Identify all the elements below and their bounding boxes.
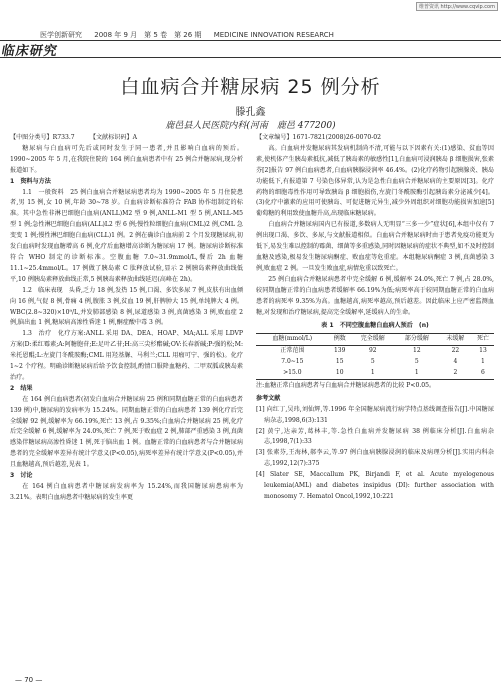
table-cell: 2 <box>439 368 472 379</box>
section-rule <box>0 57 501 58</box>
header-rule <box>0 40 501 41</box>
journal-name-en: MEDICINE INNOVATION RESEARCH <box>213 31 334 39</box>
references-heading: 参考文献 <box>256 394 281 402</box>
table-cell: 1 <box>481 358 485 366</box>
table-cell: 12 <box>413 347 421 355</box>
journal-name: 医学创新研究 <box>40 31 82 39</box>
reference-item: [3] 张素芬,王海林,郝李云,等.97 例白血病胰腺浸润的临床及病理分析[J].实用内科杂志,1992,12(7):375 <box>256 449 494 468</box>
article-title: 白血病合并糖尿病 25 例分析 <box>120 76 381 98</box>
table-header-cell: 死亡 <box>472 334 494 346</box>
table-header-cell: 未缓解 <box>439 334 472 346</box>
section-heading: 1 资料与方法 <box>10 177 51 185</box>
article-author: 滕孔鑫 <box>235 107 266 118</box>
body-paragraph: 高。白血病并发糖尿病其发病机制尚不清,可能与以下因素有关:(1)感染、贫血等因素,使机体产生胰岛素抵抗,减低了胰岛素的敏感性[1],白血病可浸润胰岛 β 细胞损害,张素芬[2]报告 97 例白血病患者,白血病胰腺浸润率 46.4%。(2)化疗药物引起胰腺炎、胰岛功能低下,有报道第 7 号染色体异常,认为是急性白血病合并糖尿病的主要原因[3]。化疗药物的细胞毒性作用可导致胰岛 β 细胞损伤,左旋门冬酰胺酶引起胰岛素分泌减少[4]。(3)化疗中激素的应用可使胰岛、可促进糖元异生,减少外周组织对细胞功能损害加速[5]葡萄糖的利用致使血糖升高,出现临床糖尿病。 <box>256 144 494 218</box>
section-heading: 3 讨论 <box>10 472 33 480</box>
page-number: — 70 — <box>15 676 43 684</box>
watermark: 维普资讯 http://www.cqvip.com <box>416 2 498 11</box>
section-label: 临床研究 <box>0 44 59 59</box>
issue-info: 2008 年 9 月 第 5 卷 第 26 期 <box>94 31 202 39</box>
table-cell: 22 <box>451 347 460 355</box>
table-header-cell: 例数 <box>329 334 351 346</box>
prognosis-table <box>256 333 494 380</box>
section-heading: 2 结果 <box>10 384 33 392</box>
table-cell: 5 <box>370 358 375 366</box>
table-cell: 1 <box>351 368 395 379</box>
table-cell: 6 <box>472 368 494 379</box>
table-note: 注:血糖正常白血病患者与白血病合并糖尿病患者的比较 P<0.05。 <box>256 381 436 389</box>
body-paragraph: 1.1 一般资料 25 例白血病合并糖尿病患者均为 1990~2005 年 5 月住院患者,男 15 例,女 10 例,年龄 30~78 岁。白血病诊断标准符合 FAB 协作组制定的标准。其中急性非淋巴细胞白血病(ANLL)M2 型 9 例,ANLL-M1 型 5 例,ANLL-M5 型 1 例;急性淋巴细胞白血病(ALL)L2 型 6 例;慢性粒细胞白血病(CML)2 例,CML 急变变 1 例;慢性淋巴细胞白血病(CLL)1 例。2 例在确诊白血病前 2 个月发现糖尿病,初发白血病时发现血糖增高 6 例,化疗后血糖增高诊断为糖尿病 17 例。糖尿病诊断标准符合 WHO 制定的诊断标准。空腹血糖 7.0~31.9mmol/L,餐后 2h 血糖 11.1~25.4mmol/L。17 例做了胰岛素 C 肽释放试验,显示 2 例胰岛素释放曲线低平,10 例胰岛素释放曲线正常,5 例胰岛素释放曲线延迟(高峰在 2h)。 <box>10 188 243 283</box>
table-cell: 1 <box>395 368 439 379</box>
table-header-cell: 完全缓解 <box>351 334 395 346</box>
running-header <box>40 30 501 40</box>
body-paragraph: 糖尿病与白血病可先后或同时发生于同一患者,并且影响白血病的预后。1990~2005 年 5 月,在我院住院的 164 例白血病患者中有 25 例合并糖尿病,现分析报道如下。 <box>10 144 243 174</box>
table-header-cell: 部分缓解 <box>395 334 439 346</box>
table-cell: 13 <box>479 347 487 355</box>
table-row <box>256 368 494 379</box>
table-cell: 15 <box>335 358 344 366</box>
table-cell: 139 <box>333 347 346 355</box>
body-paragraph: 1.2 临床表现 头昏,乏力 18 例,发热 15 例,口渴、多饮多尿 7 例,皮肤有出血倾向 16 例,气促 8 例,骨痛 4 例,腹胀 3 例,贫血 19 例,肝脾肿大 15 例,单纯脾大 4 例。WBC(2.8~320)×10⁹/L,并发肺部感染 8 例,尿道感染 3 例,真菌感染 3 例,败血症 2 例,脑出血 1 例,糖尿病高渗性昏迷 1 例,酮症酸中毒 3 例。 <box>10 286 243 327</box>
table-cell: 10 <box>329 368 351 379</box>
table-cell: >15.0 <box>256 368 329 379</box>
body-paragraph: 25 例白血病合并糖尿病患者中完全缓解 6 例,缓解率 24.0%,死亡 7 例,占 28.0%,较同期血糖正常的白血病患者缓解率 66.19%为低;病死率高于较同期血糖正常的白血病患者的病死率 9.35%为高。血糖越高,病死率越高,预后越差。因此临床上应严密监测血糖,对发现和治疗糖尿病,提高完全缓解率,延缓病人的生命。 <box>256 275 494 316</box>
table-header-row <box>256 334 494 346</box>
table-row <box>256 357 494 368</box>
table-cell: 92 <box>368 347 377 355</box>
body-paragraph: 1.3 治疗 化疗方案:ANLL 采用 DA、DEA、HOAP、MA;ALL 采用 LDVP 方案(D:柔红霉素;A:阿糖胞苷;E:足叶乙苷;H:高三尖杉酯碱;OV:长春新碱;P:强的松;M:米托恩醌;L:左旋门冬酰胺酶;CML 用羟基脲、马利兰;CLL 用瘤可宁、强的松)。化疗 1~2 个疗程。明确诊断糖尿病后给予饮食控制,酌情口服降血糖药、二甲双胍或胰岛素治疗。 <box>10 330 243 381</box>
classification-line: 【文章编号】1671-7821(2008)26-0070-02 <box>256 134 382 141</box>
table-cell: 正常范围 <box>280 347 305 355</box>
table-row <box>256 346 494 357</box>
author-affiliation: 鹿邑县人民医院内科(河南 鹿邑 477200) <box>165 121 336 131</box>
table-cell: 7.0~15 <box>281 358 304 366</box>
table-body <box>256 346 494 380</box>
reference-item: [4] Slater SE, Maccallum PK, Birjandi F, et al. Acute myelogenous leukemia(AML) and diabetes insipidus (DI): further association with monosomy 7. Hematol Oncol,1992,10:221 <box>256 471 494 500</box>
body-paragraph: 白血病合并糖尿病国内已有报道,多数病人无明显“三多一少”症状[6],本组中仅有 7 例出现口渴、多饮、多尿,与文献报道相似。白血病合并糖尿病时由于患者免疫功能更为低下,易发生难以控制的霉菌、细菌等多重感染,同时因糖尿病的症状不典型,如不及时控制血糖及感染,极易发生糖尿病酮症、败血症等危重症。本组糖尿病酮症 3 例,真菌感染 3 例,败血症 2 例。一旦发生败血症,病情危重以致死亡。 <box>256 221 494 272</box>
right-column <box>256 133 494 503</box>
reference-list <box>256 405 494 503</box>
left-column <box>10 133 243 504</box>
reference-item: [1] 向红丁,吴玮,刘仙辉,等.1996 年全国糖尿病流行病学特点基线调查报告[J].中国糖尿病杂志,1998,6(3):131 <box>256 405 494 424</box>
table-title: 表 1 不同空腹血糖白血病人预后 (n) <box>321 322 429 330</box>
classification-line: 【中图分类号】R733.7 【文献标识码】A <box>10 134 137 141</box>
table-header-cell: 血糖(mmol/L) <box>256 334 329 346</box>
body-paragraph: 在 164 例白血病患者(初发白血病合并糖尿病 25 例和同期血糖正常的白血病患者 139 例)中,糖尿病的发病率为 15.24%。同期血糖正常的白血病患者 139 例化疗后完全缓解 92 例,缓解率为 66.19%,死亡 13 例,占 9.35%;白血病合并糖尿病 25 例,化疗后完全缓解 6 例,缓解率为 24.0%,死亡 7 例,死于败血症 2 例,肺部严重感染 3 例,真菌感染伴糖尿病高渗性昏迷 1 例,死于脑出血 1 例。血糖正常的白血病患者与合并糖尿病患者的完全缓解率差异有统计学意义(P<0.05),病死率差异有统计学意义(P<0.05),并且血糖越高,预后越差,见表 1。 <box>10 395 243 469</box>
body-paragraph: 在 164 例白血病患者中糖尿病发病率为 15.24%,而我国糖尿病患病率为 3.21%。表明白血病患者中糖尿病的发生率更 <box>10 483 243 501</box>
right-column-text <box>256 133 494 318</box>
table-cell: 5 <box>414 358 419 366</box>
reference-item: [2] 黄宁,达亲芳,葛林丰,等.急性白血病并发糖尿病 38 例临床分析[J].白血病杂志,1998,7(1):33 <box>256 427 494 446</box>
table-cell: 4 <box>453 358 458 366</box>
